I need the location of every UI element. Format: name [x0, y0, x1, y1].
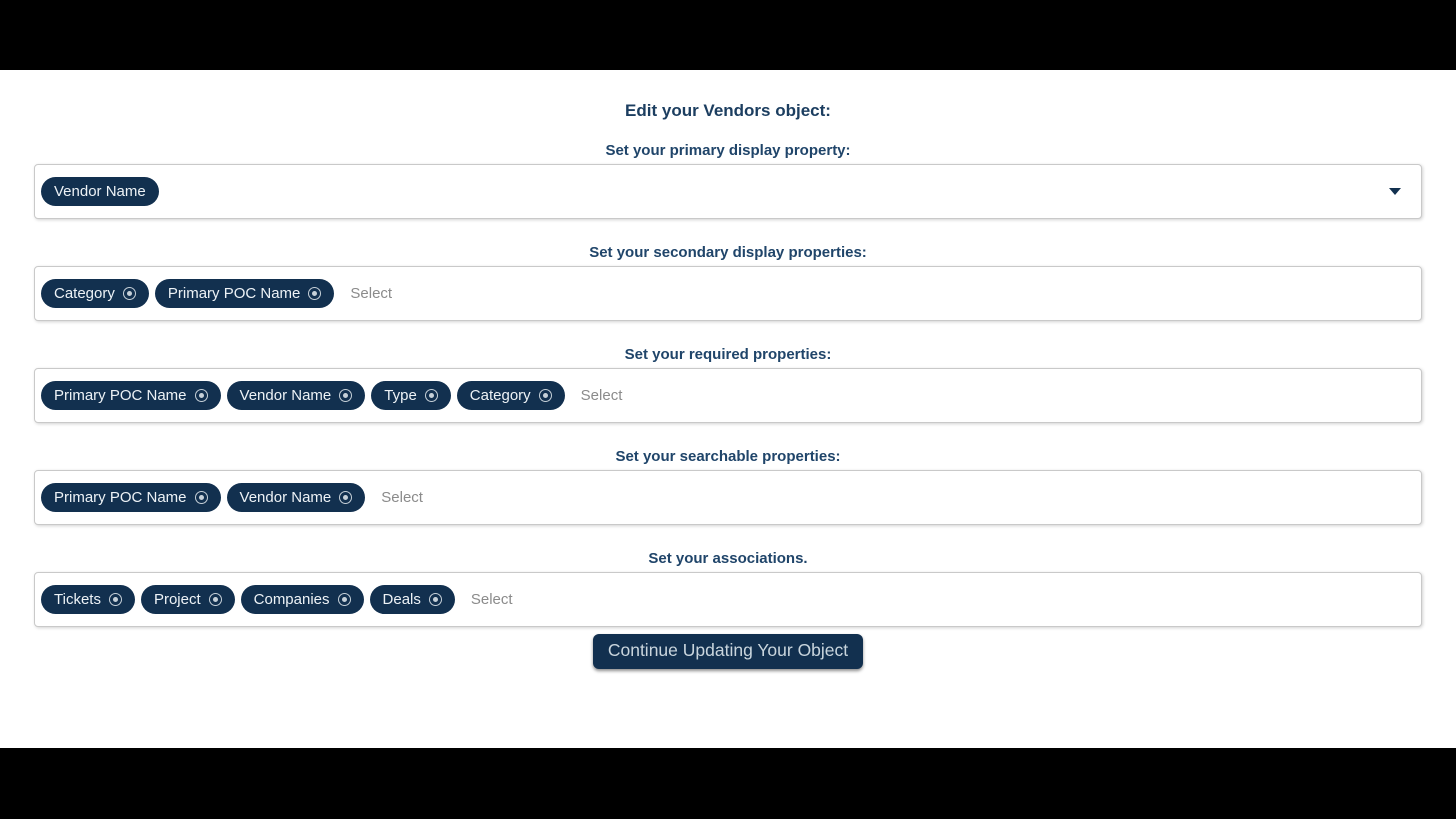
- section-label-searchable-properties: Set your searchable properties:: [615, 448, 841, 465]
- select-placeholder[interactable]: Select: [470, 591, 513, 608]
- sections-container: [0, 140, 1456, 627]
- selected-option-pill: [241, 585, 364, 614]
- section-label-required-properties: Set your required properties:: [624, 346, 832, 363]
- pill-label: Project: [153, 591, 201, 608]
- selected-option-pill: [41, 279, 149, 308]
- remove-icon[interactable]: [425, 389, 438, 402]
- selected-option-pill: [141, 585, 235, 614]
- selected-option-pill: [227, 381, 366, 410]
- section-required-properties: [0, 344, 1456, 423]
- section-label-secondary-display-properties: Set your secondary display properties:: [589, 244, 867, 261]
- remove-icon[interactable]: [429, 593, 442, 606]
- object-editor-page: [0, 70, 1456, 748]
- selected-option-pill: [155, 279, 335, 308]
- section-secondary-display-properties: [0, 242, 1456, 321]
- pill-label: Category: [469, 387, 531, 404]
- remove-icon[interactable]: [308, 287, 321, 300]
- section-searchable-properties: [0, 446, 1456, 525]
- remove-icon[interactable]: [209, 593, 222, 606]
- pill-label: Type: [384, 387, 417, 404]
- section-label-associations: Set your associations.: [648, 550, 808, 567]
- remove-icon[interactable]: [195, 491, 208, 504]
- select-placeholder[interactable]: Select: [580, 387, 623, 404]
- selected-option-pill: [457, 381, 565, 410]
- selected-option-pill: [227, 483, 366, 512]
- selected-option-pill: [41, 585, 135, 614]
- pill-label: Vendor Name: [54, 183, 146, 200]
- remove-icon[interactable]: [195, 389, 208, 402]
- multiselect-input-secondary-display-properties[interactable]: [34, 266, 1422, 321]
- selected-option-pill: [41, 381, 221, 410]
- pill-label: Category: [54, 285, 115, 302]
- pill-label: Deals: [382, 591, 421, 608]
- multiselect-input-searchable-properties[interactable]: [34, 470, 1422, 525]
- remove-icon[interactable]: [339, 491, 352, 504]
- chevron-down-icon[interactable]: [1389, 188, 1401, 195]
- section-associations: [0, 548, 1456, 627]
- multiselect-input-required-properties[interactable]: [34, 368, 1422, 423]
- remove-icon[interactable]: [109, 593, 122, 606]
- remove-icon[interactable]: [123, 287, 136, 300]
- select-placeholder[interactable]: Select: [350, 285, 393, 302]
- pill-label: Companies: [253, 591, 330, 608]
- remove-icon[interactable]: [338, 593, 351, 606]
- pill-label: Primary POC Name: [54, 489, 187, 506]
- pill-label: Vendor Name: [239, 489, 332, 506]
- pill-label: Tickets: [54, 591, 101, 608]
- pill-label: Primary POC Name: [54, 387, 187, 404]
- multiselect-input-associations[interactable]: [34, 572, 1422, 627]
- selected-option-pill: [41, 483, 221, 512]
- remove-icon[interactable]: [539, 389, 552, 402]
- multiselect-input-primary-display-property[interactable]: [34, 164, 1422, 219]
- selected-option-pill: [370, 585, 455, 614]
- section-primary-display-property: [0, 140, 1456, 219]
- continue-updating-button[interactable]: Continue Updating Your Object: [593, 634, 863, 669]
- selected-option-pill: [41, 177, 159, 206]
- pill-label: Primary POC Name: [167, 285, 301, 302]
- page-title: Edit your Vendors object:: [625, 101, 831, 120]
- selected-option-pill: [371, 381, 451, 410]
- button-row: [0, 634, 1456, 669]
- select-placeholder[interactable]: Select: [381, 489, 423, 506]
- pill-label: Vendor Name: [239, 387, 332, 404]
- section-label-primary-display-property: Set your primary display property:: [605, 142, 851, 159]
- remove-icon[interactable]: [339, 389, 352, 402]
